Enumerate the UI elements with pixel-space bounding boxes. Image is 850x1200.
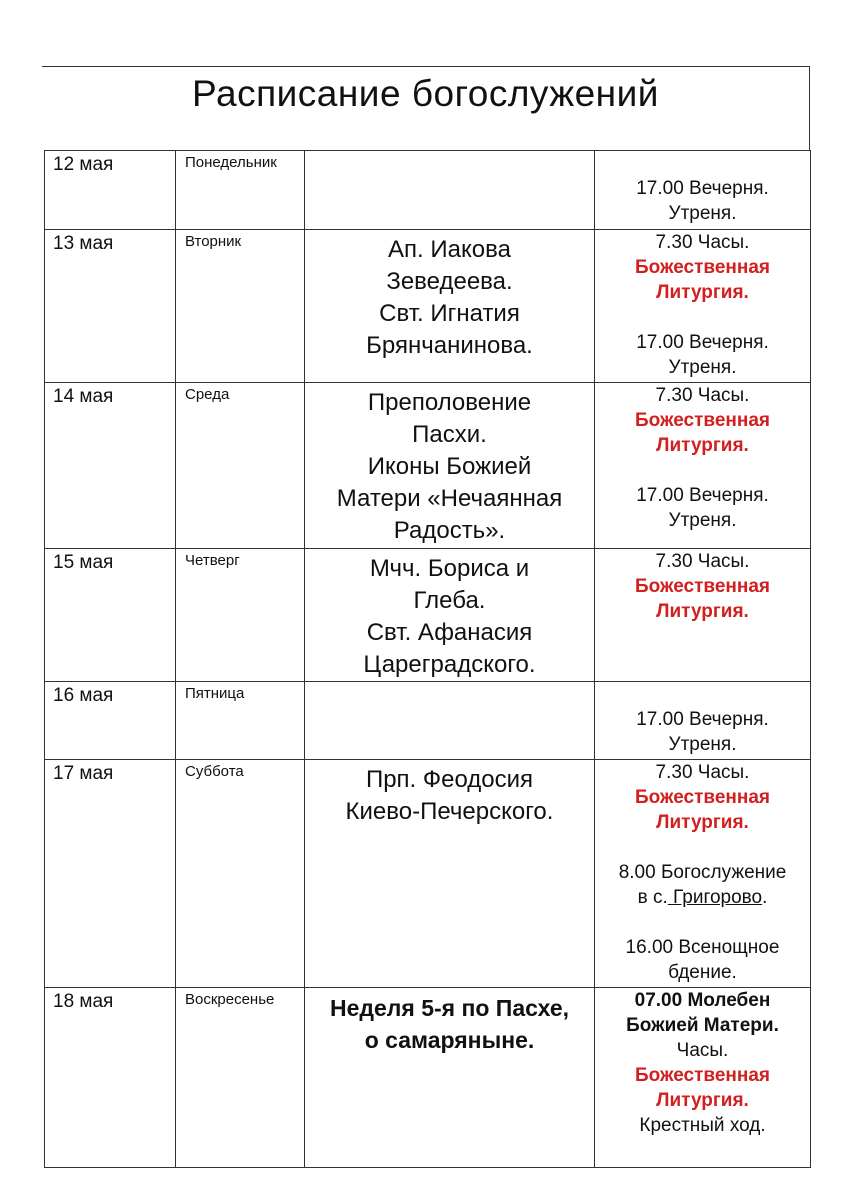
service-line: 17.00 Вечерня. (636, 178, 769, 199)
schedule-table (44, 150, 811, 1168)
service-line: Утреня. (668, 510, 737, 531)
row-services (595, 760, 811, 988)
row-date: 18 мая (45, 988, 176, 1168)
feast-line: Ап. Иакова (388, 236, 511, 263)
service-spacer (599, 682, 806, 707)
feast-line: Мчч. Бориса и (369, 555, 530, 582)
service-line: 16.00 Всенощное (625, 937, 780, 958)
row-date: 16 мая (45, 682, 176, 760)
liturgy-line: Божественная (634, 576, 771, 597)
schedule-sheet (42, 66, 810, 1168)
table-row (45, 988, 811, 1168)
table-row (45, 151, 811, 230)
row-services (595, 230, 811, 383)
service-line: 7.30 Часы. (655, 551, 750, 572)
service-line: Утреня. (668, 357, 737, 378)
service-line: Утреня. (668, 734, 737, 755)
liturgy-line: Литургия. (656, 812, 749, 833)
row-feast (305, 383, 595, 549)
feast-line: Зеведеева. (386, 268, 513, 295)
row-weekday: Понедельник (176, 151, 305, 230)
feast-line: Радость». (393, 517, 506, 544)
feast-line: Матери «Нечаянная (336, 485, 563, 512)
service-line: 17.00 Вечерня. (636, 332, 769, 353)
feast-line: Киево-Печерского. (345, 798, 554, 825)
row-feast (305, 988, 595, 1168)
table-row (45, 230, 811, 383)
schedule-body (45, 151, 811, 1168)
row-date: 14 мая (45, 383, 176, 549)
service-spacer (599, 151, 806, 176)
table-row (45, 760, 811, 988)
feast-line: Пасхи. (412, 421, 487, 448)
feast-line: о самаряныне. (364, 1027, 535, 1053)
feast-line: Брянчанинова. (366, 332, 533, 359)
row-services (595, 988, 811, 1168)
row-feast (305, 230, 595, 383)
row-feast (305, 760, 595, 988)
table-row (45, 383, 811, 549)
service-line: 7.30 Часы. (655, 762, 750, 783)
service-line: 07.00 Молебен (634, 990, 771, 1011)
village-name: Григорово (667, 887, 763, 908)
liturgy-line: Литургия. (656, 601, 749, 622)
service-line: в с. Григорово. (637, 887, 768, 908)
row-date: 13 мая (45, 230, 176, 383)
row-weekday: Четверг (176, 549, 305, 682)
service-spacer (599, 305, 806, 330)
feast-line: Неделя 5-я по Пасхе, (329, 995, 570, 1021)
feast-line: Прп. Феодосия (365, 766, 534, 793)
service-line: 17.00 Вечерня. (636, 485, 769, 506)
feast-line: Свт. Афанасия (366, 619, 533, 646)
liturgy-line: Божественная (634, 1065, 771, 1086)
row-weekday: Среда (176, 383, 305, 549)
service-line: бдение. (668, 962, 737, 983)
row-weekday: Воскресенье (176, 988, 305, 1168)
service-line: Крестный ход. (639, 1115, 766, 1136)
row-feast (305, 151, 595, 230)
liturgy-line: Божественная (634, 410, 771, 431)
row-services (595, 383, 811, 549)
liturgy-line: Литургия. (656, 282, 749, 303)
title-box (42, 66, 810, 150)
feast-line: Свт. Игнатия (379, 300, 520, 327)
feast-line: Цареградского. (363, 651, 536, 678)
row-feast (305, 549, 595, 682)
service-line: 8.00 Богослужение (618, 862, 787, 883)
service-spacer (599, 835, 806, 860)
service-line: Божией Матери. (626, 1015, 779, 1036)
row-feast (305, 682, 595, 760)
liturgy-line: Литургия. (656, 435, 749, 456)
service-spacer (599, 458, 806, 483)
service-line: 17.00 Вечерня. (636, 709, 769, 730)
row-weekday: Пятница (176, 682, 305, 760)
row-date: 15 мая (45, 549, 176, 682)
service-line: 7.30 Часы. (655, 385, 750, 406)
row-weekday: Суббота (176, 760, 305, 988)
liturgy-line: Литургия. (656, 1090, 749, 1111)
row-weekday: Вторник (176, 230, 305, 383)
feast-line: Преполовение (367, 389, 532, 416)
liturgy-line: Божественная (634, 787, 771, 808)
service-line: Утреня. (668, 203, 737, 224)
table-row (45, 682, 811, 760)
service-line: Часы. (676, 1040, 729, 1061)
row-services (595, 151, 811, 230)
liturgy-line: Божественная (634, 257, 771, 278)
page-title: Расписание богослужений (192, 73, 659, 114)
feast-line: Иконы Божией (367, 453, 532, 480)
service-spacer (599, 910, 806, 935)
row-services (595, 549, 811, 682)
feast-line: Глеба. (413, 587, 486, 614)
service-line: 7.30 Часы. (655, 232, 750, 253)
row-date: 12 мая (45, 151, 176, 230)
row-date: 17 мая (45, 760, 176, 988)
row-services (595, 682, 811, 760)
table-row (45, 549, 811, 682)
